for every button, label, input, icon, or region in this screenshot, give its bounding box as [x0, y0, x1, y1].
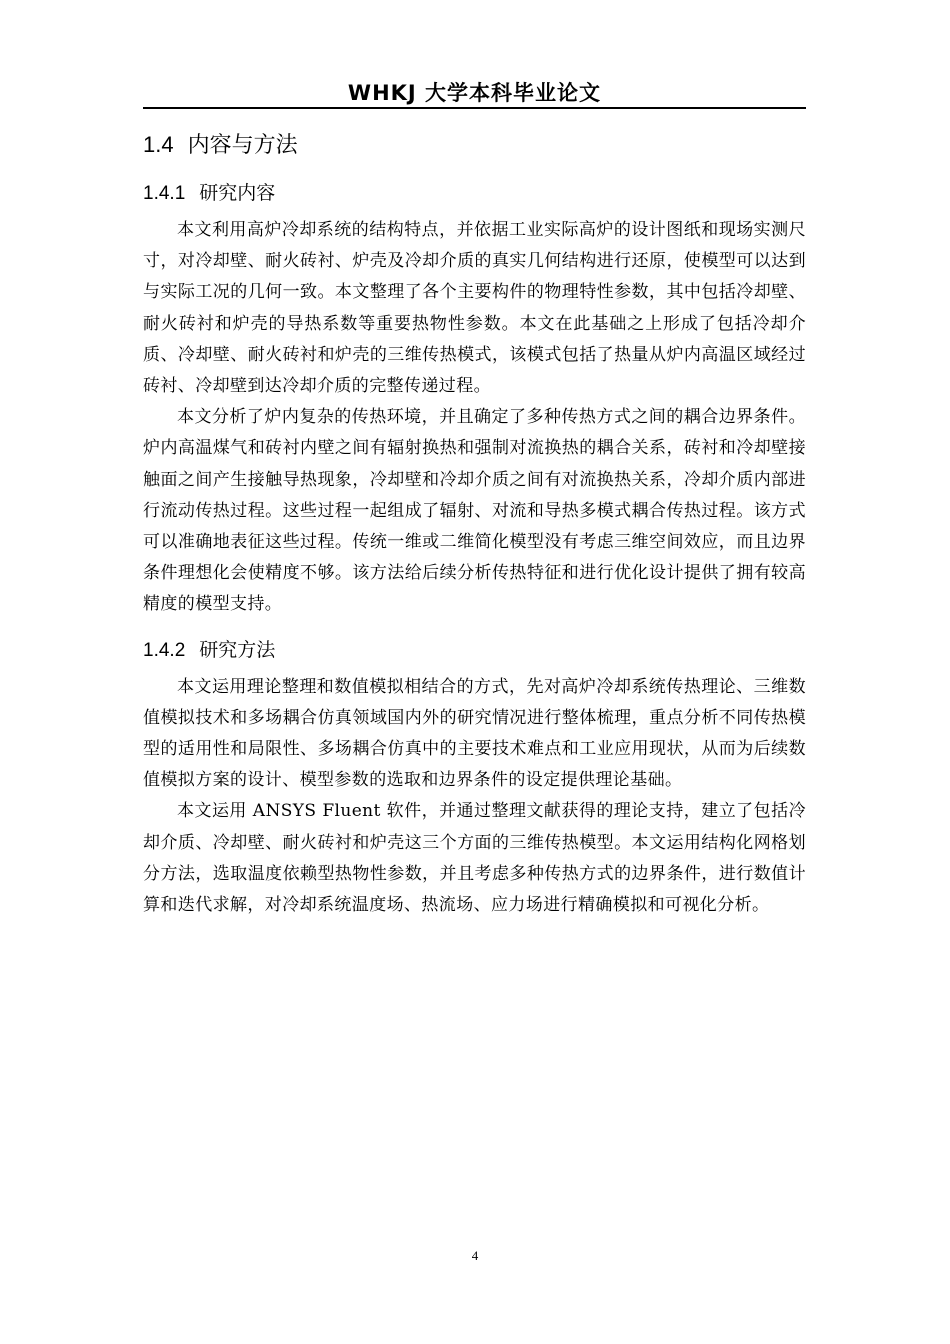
section-title: 内容与方法 — [187, 133, 298, 158]
header-divider — [143, 107, 806, 109]
running-header: WHKJ 大学本科毕业论文 — [347, 81, 602, 105]
section-heading — [143, 128, 806, 163]
page-body — [143, 128, 806, 921]
body-paragraph: 本文运用 ANSYS Fluent 软件，并通过整理文献获得的理论支持，建立了包括冷却介质、冷却壁、耐火砖衬和炉壳这三个方面的三维传热模型。本文运用结构化网格划分方法，选取温度依赖型热物性参数，并且考虑多种传热方式的边界条件，进行数值计算和迭代求解，对冷却系统温度场、热流场、应力场进行精确模拟和可视化分析。 — [143, 801, 806, 916]
subsection-heading-research-content — [143, 178, 806, 209]
subsection-title: 研究内容 — [199, 182, 276, 204]
subsection-number: 1.4.2 — [143, 639, 186, 661]
body-paragraph: 本文利用高炉冷却系统的结构特点，并依据工业实际高炉的设计图纸和现场实测尺寸，对冷却壁、耐火砖衬、炉壳及冷却介质的真实几何结构进行还原，使模型可以达到与实际工况的几何一致。本文整理了各个主要构件的物理特性参数，其中包括冷却壁、耐火砖衬和炉壳的导热系数等重要热物性参数。本文在此基础之上形成了包括冷却介质、冷却壁、耐火砖衬和炉壳的三维传热模式，该模式包括了热量从炉内高温区域经过砖衬、冷却壁到达冷却介质的完整传递过程。 — [143, 220, 806, 397]
section-number: 1.4 — [143, 132, 174, 157]
subsection-title: 研究方法 — [199, 638, 276, 661]
body-paragraph: 本文分析了炉内复杂的传热环境，并且确定了多种传热方式之间的耦合边界条件。炉内高温煤气和砖衬内壁之间有辐射换热和强制对流换热的耦合关系，砖衬和冷却壁接触面之间产生接触导热现象，冷却壁和冷却介质之间有对流换热关系，冷却介质内部进行流动传热过程。这些过程一起组成了辐射、对流和导热多模式耦合传热过程。该方式可以准确地表征这些过程。传统一维或二维简化模型没有考虑三维空间效应，而且边界条件理想化会使精度不够。该方法给后续分析传热特征和进行优化设计提供了拥有较高精度的模型支持。 — [143, 407, 806, 615]
page-number: 4 — [471, 1248, 479, 1263]
subsection-heading-research-method — [143, 635, 806, 666]
body-paragraph: 本文运用理论整理和数值模拟相结合的方式，先对高炉冷却系统传热理论、三维数值模拟技术和多场耦合仿真领域国内外的研究情况进行整体梳理，重点分析不同传热模型的适用性和局限性、多场耦合仿真中的主要技术难点和工业应用现状，从而为后续数值模拟方案的设计、模型参数的选取和边界条件的设定提供理论基础。 — [143, 676, 806, 791]
subsection-number: 1.4.1 — [143, 183, 186, 204]
